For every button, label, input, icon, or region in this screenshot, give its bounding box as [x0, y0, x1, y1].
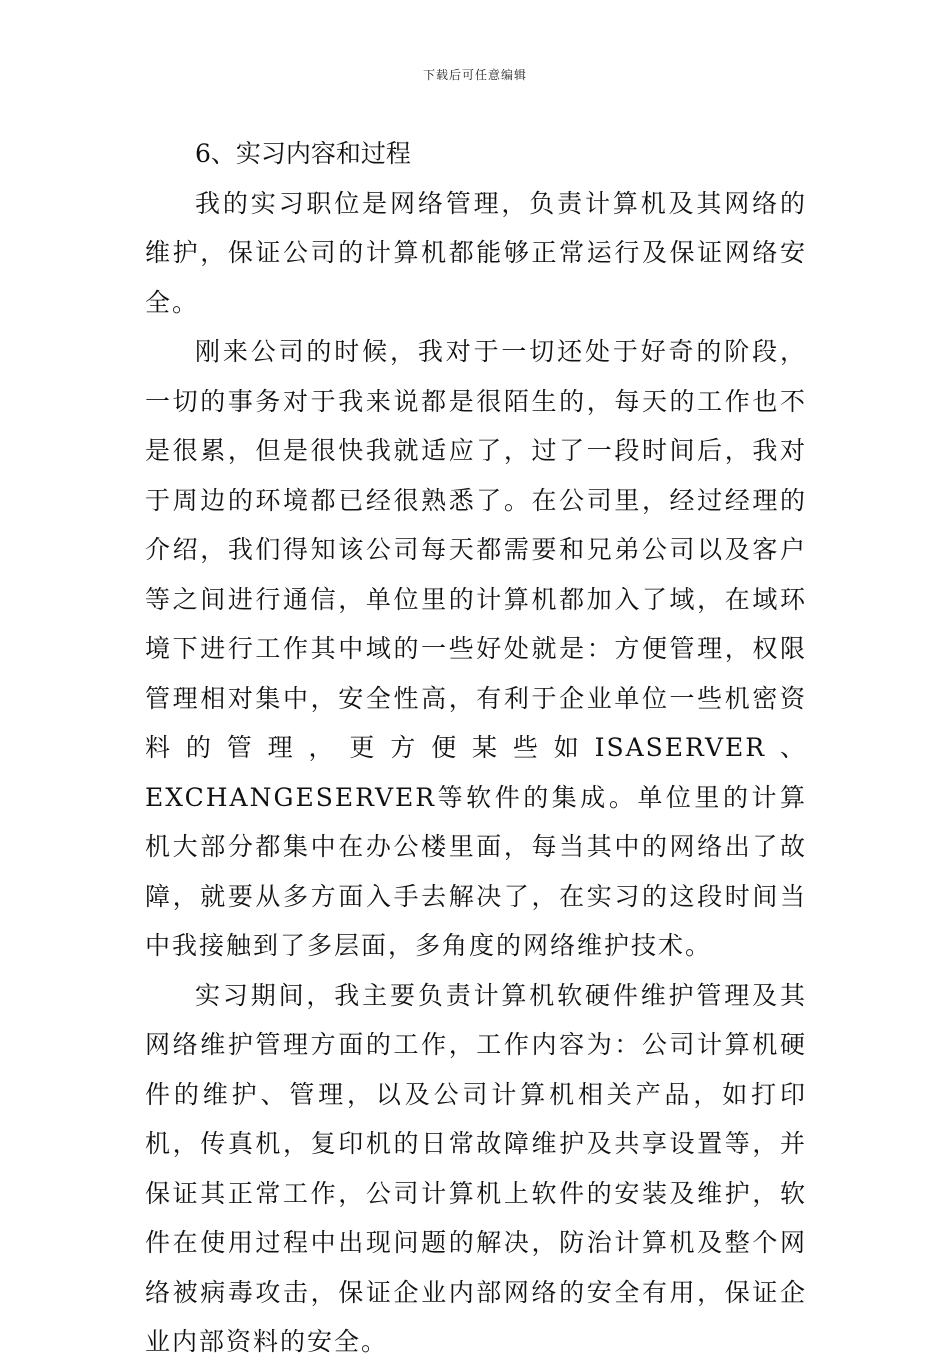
paragraph-company-experience: 刚来公司的时候，我对于一切还处于好奇的阶段，一切的事务对于我来说都是很陌生的，每天的工作也不是很累，但是很快我就适应了，过了一段时间后，我对于周边的环境都已经很熟悉了。在公司里，经过经理的介绍，我们得知该公司每天都需要和兄弟公司以及客户等之间进行通信，单位里的计算机都加入了域，在域环境下进行工作其中域的一些好处就是：方便管理，权限管理相对集中，安全性高，有利于企业单位一些机密资料的管理，更方便某些如ISASERVER、EXCHANGESERVER等软件的集成。单位里的计算机大部分都集中在办公楼里面，每当其中的网络出了故障，就要从多方面入手去解决了，在实习的这段时间当中我接触到了多层面，多角度的网络维护技术。	[145, 337, 807, 960]
document-body	[145, 129, 807, 1367]
paragraph-internship-duties: 实习期间，我主要负责计算机软硬件维护管理及其网络维护管理方面的工作，工作内容为：公司计算机硬件的维护、管理，以及公司计算机相关产品，如打印机，传真机，复印机的日常故障维护及共享设置等，并保证其正常工作，公司计算机上软件的安装及维护，软件在使用过程中出现问题的解决，防治计算机及整个网络被病毒攻击，保证企业内部网络的安全有用，保证企业内部资料的安全。	[145, 980, 807, 1356]
header-note: 下载后可任意编辑	[422, 68, 527, 82]
section-heading: 6、实习内容和过程	[195, 139, 411, 168]
paragraph-internship-position: 我的实习职位是网络管理，负责计算机及其网络的维护，保证公司的计算机都能够正常运行及保证网络安全。	[145, 188, 807, 317]
